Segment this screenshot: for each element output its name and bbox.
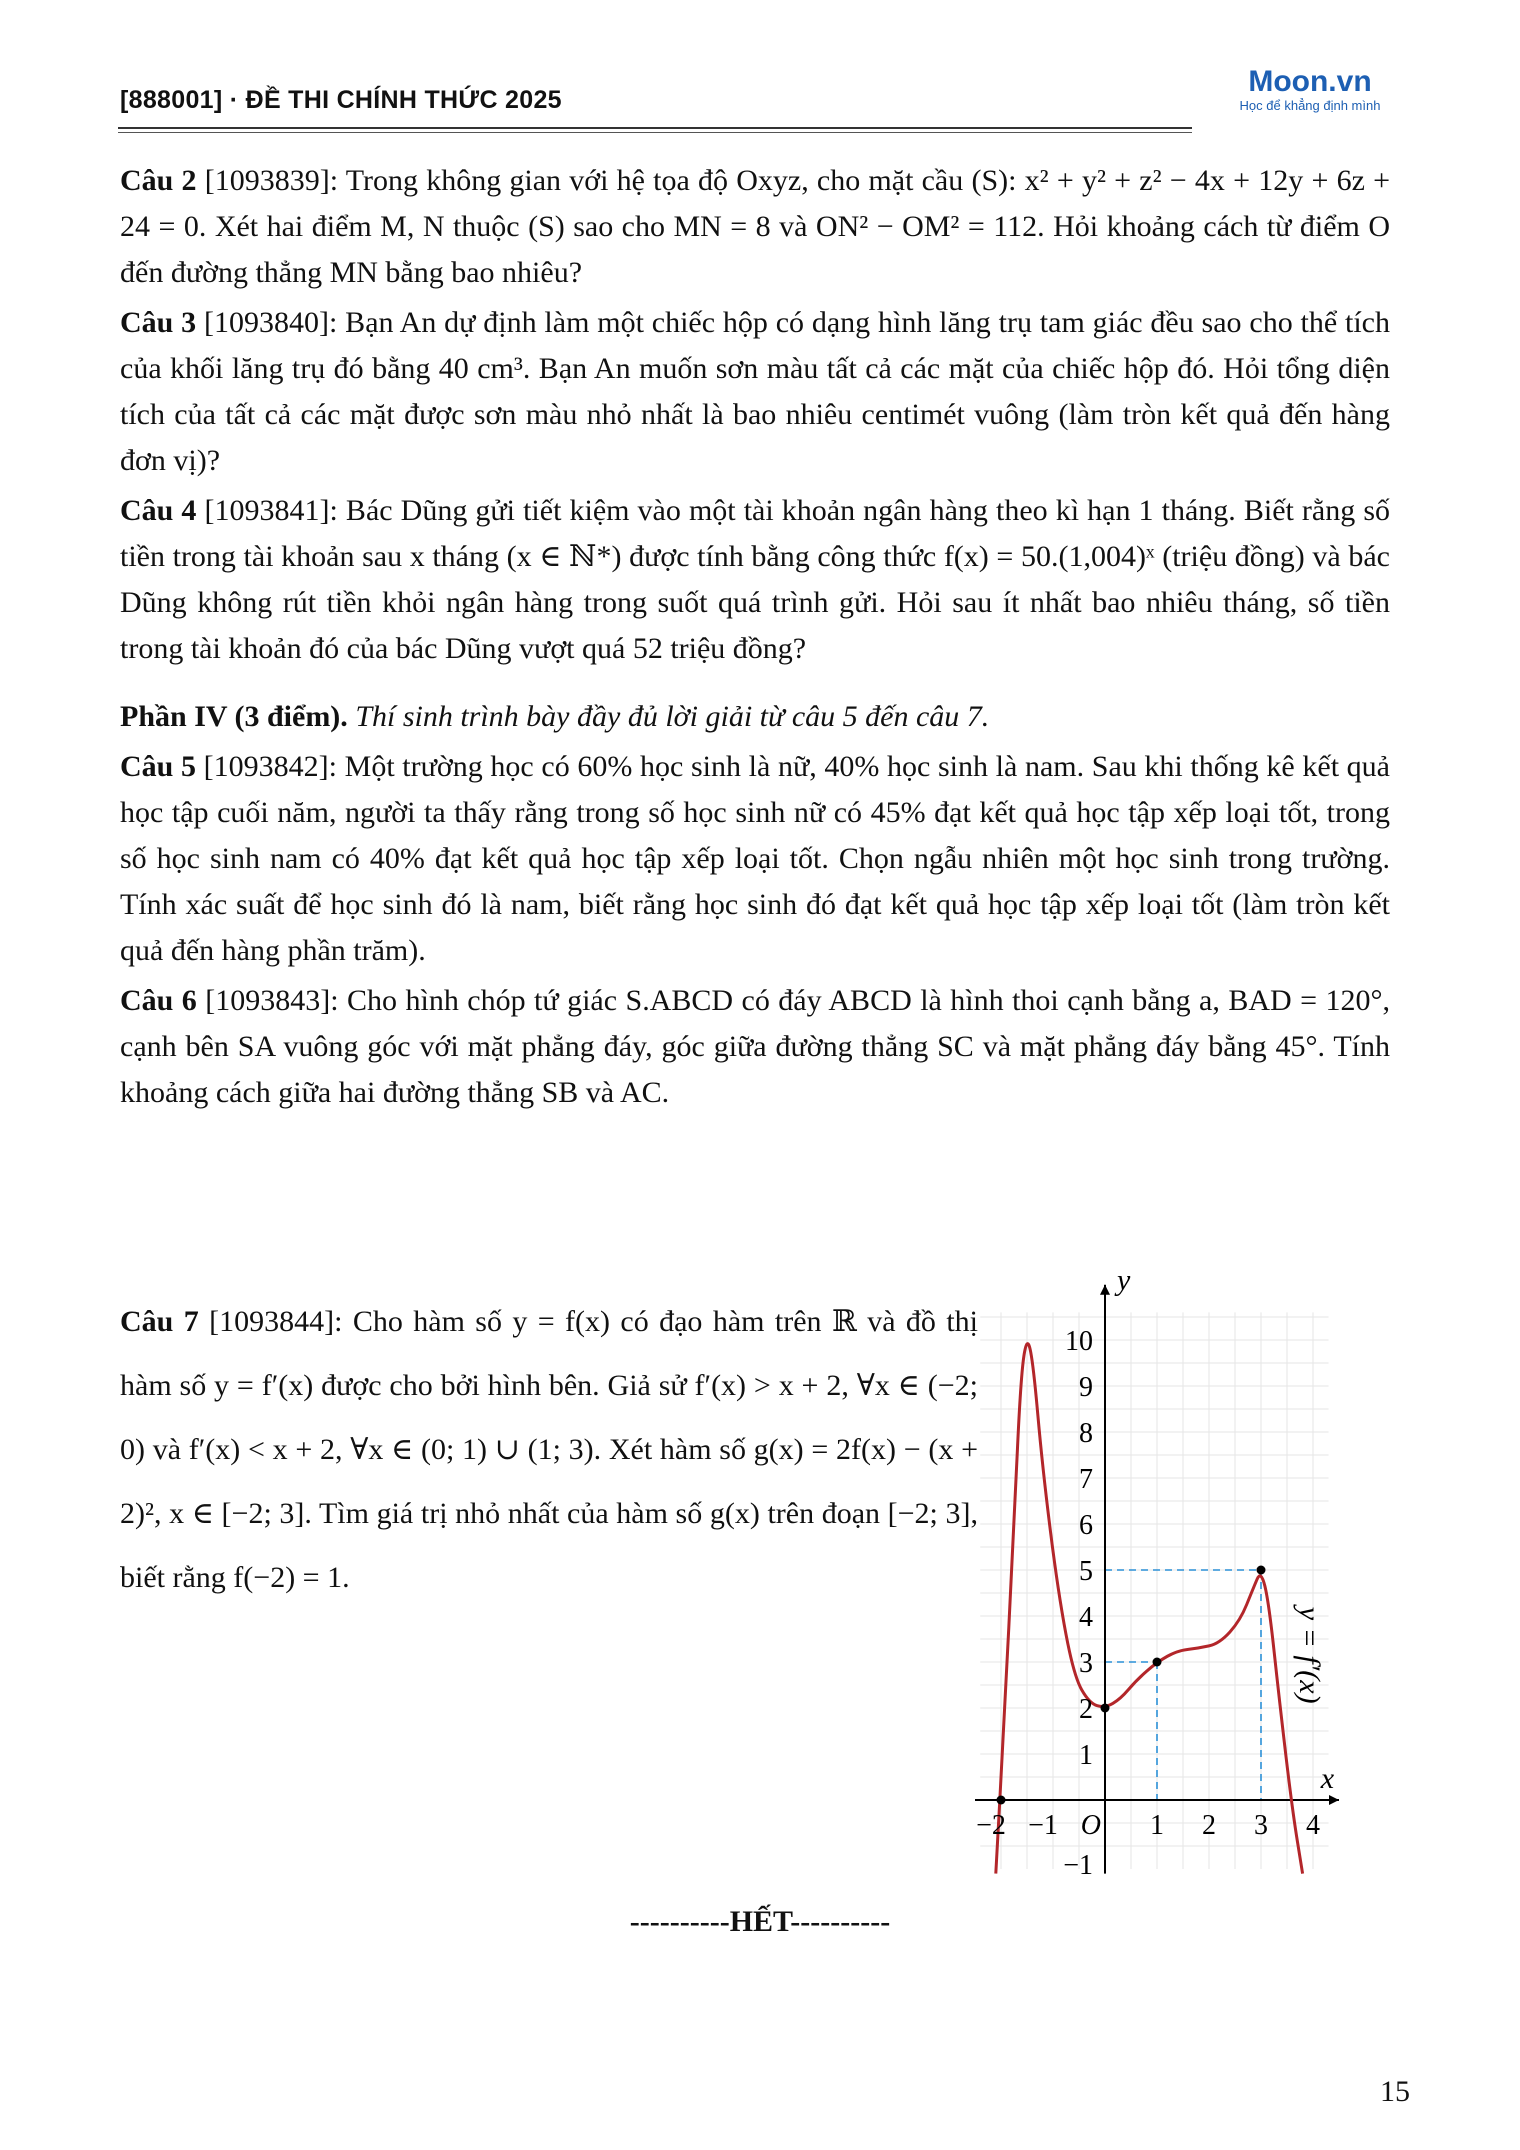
y-axis-label: y	[1117, 1263, 1131, 1297]
y-tick-label: 6	[1079, 1510, 1093, 1541]
part-label: Phần IV (3 điểm).	[120, 700, 348, 733]
question-text: [1093840]: Bạn An dự định làm một chiếc hộp có dạng hình lăng trụ tam giác đều sao cho thể tích của khối lăng trụ đó bằng 40 cm³. Bạn An muốn sơn màu tất cả các mặt của chiếc hộp đó. Hỏi tổng diện tích của tất cả các mặt được sơn màu nhỏ nhất là bao nhiêu centimét vuông (làm tròn kết quả đến hàng đơn vị)?	[120, 306, 1390, 477]
question-label: Câu 6	[120, 984, 197, 1017]
y-tick-label: −1	[1063, 1850, 1093, 1881]
question-text: [1093844]: Cho hàm số y = f(x) có đạo hàm trên ℝ và đồ thị hàm số y = f′(x) được cho bởi hình bên. Giả sử f′(x) > x + 2, ∀x ∈ (−2; 0) và f′(x) < x + 2, ∀x ∈ (0; 1) ∪ (1; 3). Xét hàm số g(x) = 2f(x) − (x + 2)², x ∈ [−2; 3]. Tìm giá trị nhỏ nhất của hàm số g(x) trên đoạn [−2; 3], biết rằng f(−2) = 1.	[120, 1305, 978, 1594]
key-point	[1101, 1704, 1110, 1713]
question-3	[120, 300, 1390, 484]
question-text: [1093841]: Bác Dũng gửi tiết kiệm vào một tài khoản ngân hàng theo kì hạn 1 tháng. Biết rằng số tiền trong tài khoản sau x tháng (x ∈ ℕ*) được tính bằng công thức f(x) = 50.(1,004)ˣ (triệu đồng) và bác Dũng không rút tiền khỏi ngân hàng trong suốt quá trình gửi. Hỏi sau ít nhất bao nhiêu tháng, số tiền trong tài khoản đó của bác Dũng vượt quá 52 triệu đồng?	[120, 494, 1390, 665]
header-rule	[118, 127, 1192, 129]
question-2	[120, 158, 1390, 296]
key-point	[997, 1796, 1006, 1805]
origin-label: O	[1080, 1810, 1101, 1841]
exam-content	[120, 158, 1390, 1120]
x-axis-arrow	[1329, 1795, 1339, 1805]
exam-header-code: [888001] · ĐỀ THI CHÍNH THỨC 2025	[120, 86, 562, 114]
question-5	[120, 744, 1390, 974]
question-7	[120, 1290, 978, 1610]
question-6	[120, 978, 1390, 1116]
y-tick-label: 10	[1065, 1326, 1093, 1357]
x-tick-label: 1	[1150, 1810, 1164, 1841]
key-point	[1153, 1658, 1162, 1667]
question-label: Câu 4	[120, 494, 197, 527]
y-tick-label: 5	[1079, 1556, 1093, 1587]
y-tick-label: 7	[1079, 1464, 1093, 1495]
part-iv-heading	[120, 694, 1390, 740]
key-point	[1257, 1566, 1266, 1575]
header-rule-thin	[118, 132, 1192, 133]
question-label: Câu 5	[120, 750, 197, 783]
question-text: [1093839]: Trong không gian với hệ tọa độ Oxyz, cho mặt cầu (S): x² + y² + z² − 4x + 12y + 6z + 24 = 0. Xét hai điểm M, N thuộc (S) sao cho MN = 8 và ON² − OM² = 112. Hỏi khoảng cách từ điểm O đến đường thẳng MN bằng bao nhiêu?	[120, 164, 1391, 289]
x-tick-label: 4	[1306, 1810, 1320, 1841]
y-tick-label: 2	[1079, 1694, 1093, 1725]
logo-tagline: Học để khẳng định mình	[1239, 98, 1381, 113]
y-tick-label: 9	[1079, 1372, 1093, 1403]
x-tick-label: −1	[1028, 1810, 1058, 1841]
y-tick-label: 8	[1079, 1418, 1093, 1449]
x-tick-label: −2	[976, 1810, 1006, 1841]
y-tick-label: 4	[1079, 1602, 1093, 1633]
x-axis-label: x	[1320, 1762, 1335, 1795]
y-tick-label: 3	[1079, 1648, 1093, 1679]
graph-grid	[980, 1312, 1328, 1869]
logo-name: Moon.vn	[1248, 65, 1372, 98]
curve-label: y = f′(x)	[1293, 1606, 1326, 1704]
x-tick-label: 3	[1254, 1810, 1268, 1841]
moon-logo	[1215, 66, 1405, 113]
derivative-curve	[996, 1344, 1303, 1874]
part-note: Thí sinh trình bày đầy đủ lời giải từ câu 5 đến câu 7.	[355, 700, 990, 733]
question-label: Câu 7	[120, 1305, 199, 1338]
question-text: [1093843]: Cho hình chóp tứ giác S.ABCD có đáy ABCD là hình thoi cạnh bằng a, BAD = 120°, cạnh bên SA vuông góc với mặt phẳng đáy, góc giữa đường thẳng SC và mặt phẳng đáy bằng 45°. Tính khoảng cách giữa hai đường thẳng SB và AC.	[120, 984, 1390, 1109]
question-label: Câu 3	[120, 306, 197, 339]
y-tick-label: 1	[1079, 1740, 1093, 1771]
derivative-graph	[976, 1263, 1405, 1881]
question-label: Câu 2	[120, 164, 197, 197]
question-text: [1093842]: Một trường học có 60% học sinh là nữ, 40% học sinh là nam. Sau khi thống kê kết quả học tập cuối năm, người ta thấy rằng trong số học sinh nữ có 45% đạt kết quả học tập xếp loại tốt, trong số học sinh nam có 40% đạt kết quả học tập xếp loại tốt. Chọn ngẫu nhiên một học sinh trong trường. Tính xác suất để học sinh đó là nam, biết rằng học sinh đó đạt kết quả học tập xếp loại tốt (làm tròn kết quả đến hàng phần trăm).	[120, 750, 1390, 967]
y-axis-arrow	[1100, 1285, 1110, 1295]
question-4	[120, 488, 1390, 672]
x-tick-label: 2	[1202, 1810, 1216, 1841]
end-marker: ----------HẾT----------	[629, 1905, 891, 1938]
page-number: 15	[1380, 2075, 1410, 2108]
